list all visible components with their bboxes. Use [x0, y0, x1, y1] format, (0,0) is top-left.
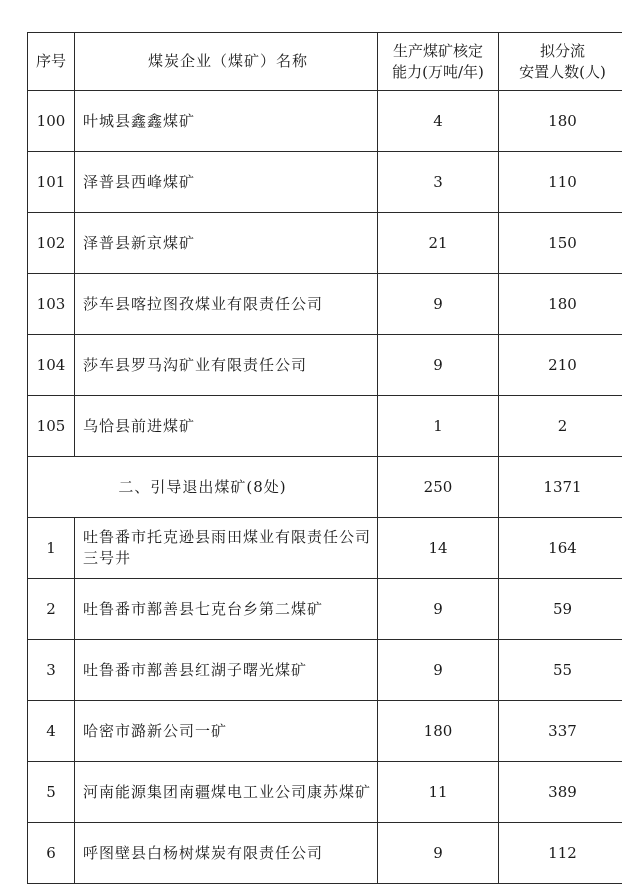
header-capacity — [378, 33, 499, 91]
row-people: 337 — [499, 701, 622, 762]
row-no: 1 — [28, 518, 75, 579]
row-people: 150 — [499, 213, 622, 274]
row-name: 莎车县喀拉图孜煤业有限责任公司 — [75, 274, 378, 335]
row-people: 180 — [499, 274, 622, 335]
table-row — [28, 91, 622, 152]
row-capacity: 1 — [378, 396, 499, 457]
row-no: 6 — [28, 823, 75, 884]
row-capacity: 9 — [378, 335, 499, 396]
header-capacity-line1: 生产煤矿核定 — [392, 41, 483, 60]
row-no: 100 — [28, 91, 75, 152]
row-name: 泽普县新京煤矿 — [75, 213, 378, 274]
row-no: 101 — [28, 152, 75, 213]
row-name: 叶城县鑫鑫煤矿 — [75, 91, 378, 152]
row-people: 55 — [499, 640, 622, 701]
row-people: 389 — [499, 762, 622, 823]
row-name: 呼图壁县白杨树煤炭有限责任公司 — [75, 823, 378, 884]
row-name: 吐鲁番市托克逊县雨田煤业有限责任公司三号井 — [75, 518, 378, 579]
table-row — [28, 640, 622, 701]
row-no: 105 — [28, 396, 75, 457]
row-people: 112 — [499, 823, 622, 884]
row-capacity: 9 — [378, 274, 499, 335]
row-no: 102 — [28, 213, 75, 274]
row-name: 吐鲁番市鄯善县七克台乡第二煤矿 — [75, 579, 378, 640]
table-row — [28, 152, 622, 213]
row-capacity: 21 — [378, 213, 499, 274]
row-capacity: 180 — [378, 701, 499, 762]
row-capacity: 3 — [378, 152, 499, 213]
row-people: 110 — [499, 152, 622, 213]
subtotal-capacity: 250 — [378, 457, 499, 518]
row-name: 泽普县西峰煤矿 — [75, 152, 378, 213]
header-capacity-line2: 能力(万吨/年) — [392, 62, 484, 81]
row-capacity: 11 — [378, 762, 499, 823]
header-people-line2: 安置人数(人) — [519, 62, 606, 81]
header-people — [499, 33, 622, 91]
header-no: 序号 — [28, 33, 75, 91]
table-row — [28, 274, 622, 335]
row-name: 河南能源集团南疆煤电工业公司康苏煤矿 — [75, 762, 378, 823]
row-no: 104 — [28, 335, 75, 396]
row-no: 103 — [28, 274, 75, 335]
header-people-line1: 拟分流 — [539, 41, 585, 60]
row-people: 180 — [499, 91, 622, 152]
row-people: 210 — [499, 335, 622, 396]
table-row — [28, 213, 622, 274]
coal-mine-table — [27, 32, 622, 884]
row-people: 59 — [499, 579, 622, 640]
row-people: 2 — [499, 396, 622, 457]
table-row — [28, 518, 622, 579]
row-capacity: 9 — [378, 640, 499, 701]
row-no: 4 — [28, 701, 75, 762]
row-capacity: 4 — [378, 91, 499, 152]
table-row — [28, 823, 622, 884]
table-row — [28, 396, 622, 457]
subtotal-label: 二、引导退出煤矿(8处) — [28, 457, 378, 518]
row-capacity: 9 — [378, 823, 499, 884]
row-no: 3 — [28, 640, 75, 701]
row-capacity: 14 — [378, 518, 499, 579]
table-row — [28, 335, 622, 396]
subtotal-row — [28, 457, 622, 518]
row-no: 5 — [28, 762, 75, 823]
table-row — [28, 579, 622, 640]
table-row — [28, 762, 622, 823]
row-name: 哈密市潞新公司一矿 — [75, 701, 378, 762]
table-row — [28, 701, 622, 762]
row-people: 164 — [499, 518, 622, 579]
table-header-row — [28, 33, 622, 91]
row-name: 莎车县罗马沟矿业有限责任公司 — [75, 335, 378, 396]
row-name: 吐鲁番市鄯善县红湖子曙光煤矿 — [75, 640, 378, 701]
row-name: 乌恰县前进煤矿 — [75, 396, 378, 457]
row-no: 2 — [28, 579, 75, 640]
header-name: 煤炭企业（煤矿）名称 — [75, 33, 378, 91]
subtotal-people: 1371 — [499, 457, 622, 518]
row-capacity: 9 — [378, 579, 499, 640]
